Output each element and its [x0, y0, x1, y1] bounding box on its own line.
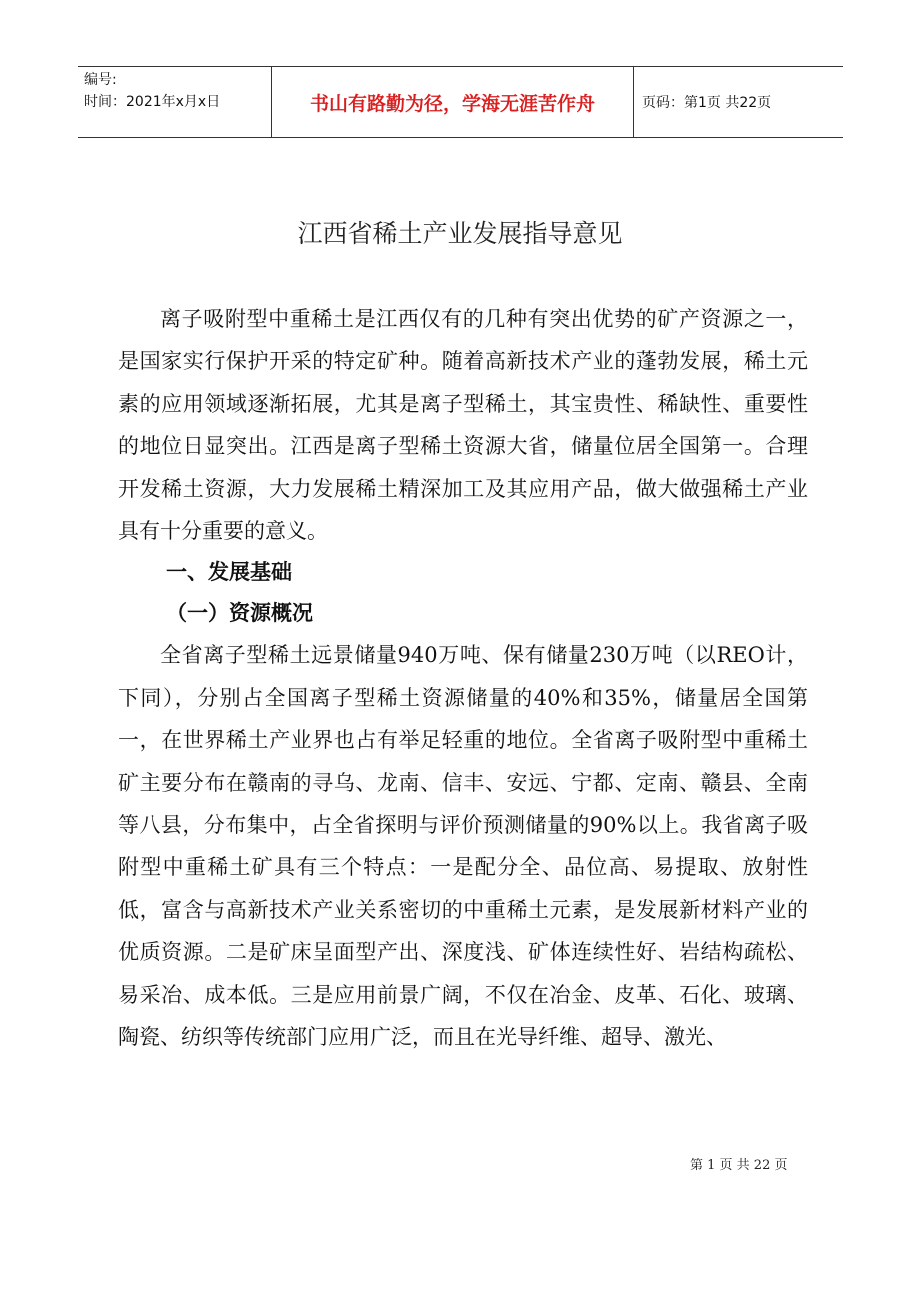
intro-paragraph: 离子吸附型中重稀土是江西仅有的几种有突出优势的矿产资源之一，是国家实行保护开采的特定矿种。随着高新技术产业的蓬勃发展，稀土元素的应用领域逐渐拓展，尤其是离子型稀土，其宝贵性、稀缺性、重要性的地位日显突出。江西是离子型稀土资源大省，储量位居全国第一。合理开发稀土资源，大力发展稀土精深加工及其应用产品，做大做强稀土产业具有十分重要的意义。	[118, 307, 808, 544]
page-footer: 第 1 页 共 22 页	[690, 1158, 788, 1173]
header-meta	[78, 67, 272, 137]
header-page-info: 页码：第1页 共22页	[642, 95, 772, 111]
number-label: 编号:	[84, 72, 117, 88]
document-title: 江西省稀土产业发展指导意见	[297, 219, 623, 248]
section-heading: 一、发展基础	[166, 560, 292, 585]
time-label: 时间：2021年x月x日	[84, 94, 221, 110]
header-motto: 书山有路勤为径，学海无涯苦作舟	[272, 67, 634, 137]
document-body	[118, 298, 808, 1059]
subsection-heading: （一）资源概况	[166, 601, 313, 626]
page-header	[78, 66, 843, 138]
section-paragraph: 全省离子型稀土远景储量940万吨、保有储量230万吨（以REO计，下同），分别占全国离子型稀土资源储量的40%和35%，储量居全国第一，在世界稀土产业界也占有举足轻重的地位。全省离子吸附型中重稀土矿主要分布在赣南的寻乌、龙南、信丰、安远、宁都、定南、赣县、全南等八县，分布集中，占全省探明与评价预测储量的90%以上。我省离子吸附型中重稀土矿具有三个特点：一是配分全、品位高、易提取、放射性低，富含与高新技术产业关系密切的中重稀土元素，是发展新材料产业的优质资源。二是矿床呈面型产出、深度浅、矿体连续性好、岩结构疏松、易采冶、成本低。三是应用前景广阔，不仅在冶金、皮革、石化、玻璃、陶瓷、纺织等传统部门应用广泛，而且在光导纤维、超导、激光、	[118, 643, 808, 1050]
